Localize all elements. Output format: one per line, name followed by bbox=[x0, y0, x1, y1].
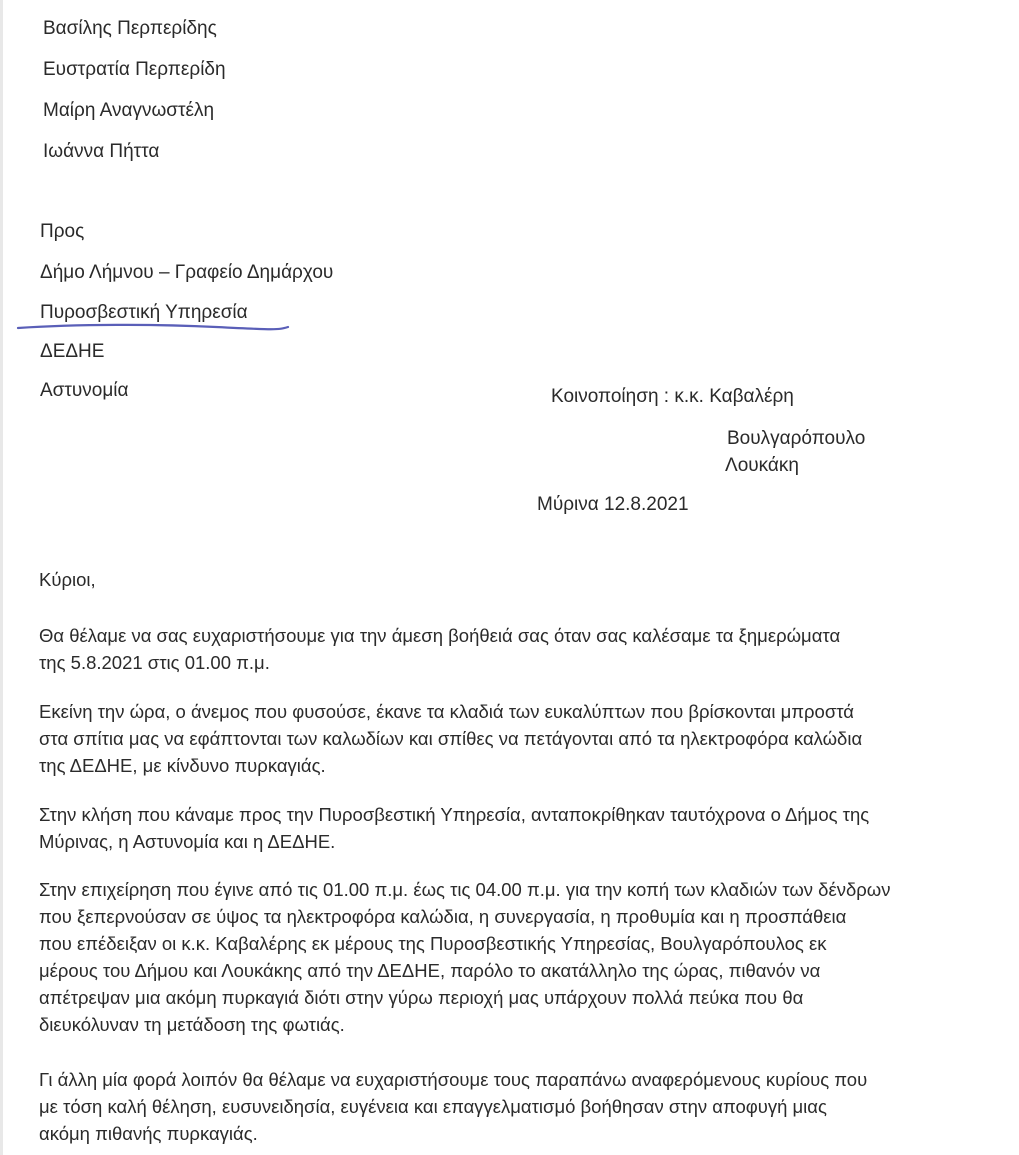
paragraph-line: Στην επιχείρηση που έγινε από τις 01.00 π.μ. έως τις 04.00 π.μ. για την κοπή των κλαδιών των δένδρων bbox=[39, 879, 891, 900]
sender-name: Μαίρη Αναγνωστέλη bbox=[43, 100, 215, 121]
recipient-item: ΔΕΔΗΕ bbox=[40, 341, 105, 362]
paragraph-line: που ξεπερνούσαν σε ύψος τα ηλεκτροφόρα καλώδια, η συνεργασία, η προθυμία και η προσπάθεια bbox=[39, 906, 847, 927]
place-date: Μύρινα 12.8.2021 bbox=[537, 494, 689, 515]
paragraph-line: Εκείνη την ώρα, ο άνεμος που φυσούσε, έκανε τα κλαδιά των ευκαλύπτων που βρίσκονται μπροστά bbox=[39, 701, 854, 722]
pen-underline bbox=[16, 318, 296, 334]
recipient-item: Δήμο Λήμνου – Γραφείο Δημάρχου bbox=[40, 262, 334, 283]
cc-name: Βουλγαρόπουλο bbox=[727, 428, 866, 449]
paragraph-line: της 5.8.2021 στις 01.00 π.μ. bbox=[39, 652, 270, 673]
paragraph-line: της ΔΕΔΗΕ, με κίνδυνο πυρκαγιάς. bbox=[39, 755, 326, 776]
paragraph-line: Στην κλήση που κάναμε προς την Πυροσβεστική Υπηρεσία, ανταποκρίθηκαν ταυτόχρονα ο Δήμος της bbox=[39, 804, 870, 825]
cc-name: Λουκάκη bbox=[725, 455, 799, 476]
paragraph-line: Θα θέλαμε να σας ευχαριστήσουμε για την άμεση βοήθειά σας όταν σας καλέσαμε τα ξημερώματα bbox=[39, 625, 841, 646]
paragraph-line: στα σπίτια μας να εφάπτονται των καλωδίων και σπίθες να πετάγονται από τα ηλεκτροφόρα καλώδια bbox=[39, 728, 863, 749]
body-paragraph bbox=[39, 698, 862, 779]
recipient-item: Πυροσβεστική Υπηρεσία bbox=[40, 302, 248, 323]
paragraph-line: διευκόλυναν τη μετάδοση της φωτιάς. bbox=[39, 1014, 345, 1035]
sender-name: Ευστρατία Περπερίδη bbox=[43, 59, 226, 80]
body-paragraph bbox=[39, 1066, 867, 1147]
body-paragraph bbox=[39, 622, 840, 676]
paragraph-line: Μύρινας, η Αστυνομία και η ΔΕΔΗΕ. bbox=[39, 831, 336, 852]
body-paragraph bbox=[39, 876, 890, 1038]
paragraph-line: απέτρεψαν μια ακόμη πυρκαγιά διότι στην γύρω περιοχή μας υπάρχουν πολλά πεύκα που θα bbox=[39, 987, 804, 1008]
salutation: Κύριοι, bbox=[39, 569, 96, 590]
paragraph-line: Γι άλλη μία φορά λοιπόν θα θέλαμε να ευχαριστήσουμε τους παραπάνω αναφερόμενους κυρίους που bbox=[39, 1069, 868, 1090]
body-paragraph bbox=[39, 801, 869, 855]
paragraph-line: με τόση καλή θέληση, ευσυνειδησία, ευγένεια και επαγγελματισμό βοήθησαν στην αποφυγή μιας bbox=[39, 1096, 827, 1117]
sender-name: Βασίλης Περπερίδης bbox=[43, 18, 217, 39]
recipient-item: Αστυνομία bbox=[40, 380, 129, 401]
scan-edge bbox=[0, 0, 3, 1155]
paragraph-line: που επέδειξαν οι κ.κ. Καβαλέρης εκ μέρους της Πυροσβεστικής Υπηρεσίας, Βουλγαρόπουλος εκ bbox=[39, 933, 827, 954]
sender-name: Ιωάννα Πήττα bbox=[43, 141, 160, 162]
paragraph-line: ακόμη πιθανής πυρκαγιάς. bbox=[39, 1123, 258, 1144]
cc-label: Κοινοποίηση : κ.κ. Καβαλέρη bbox=[551, 386, 794, 407]
recipients-label: Προς bbox=[40, 221, 85, 242]
paragraph-line: μέρους του Δήμου και Λουκάκης από την ΔΕΔΗΕ, παρόλο το ακατάλληλο της ώρας, πιθανόν να bbox=[39, 960, 821, 981]
